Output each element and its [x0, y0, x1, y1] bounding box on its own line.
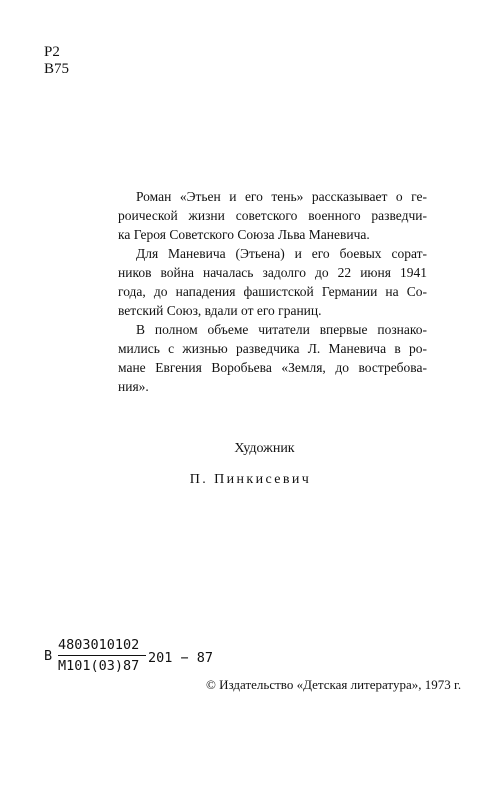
annotation-line: мане Евгения Воробьева «Земля, до востребова- — [118, 360, 427, 375]
artist-label-text: Художник — [234, 441, 295, 456]
annotation-line: ников война началась задолго до 22 июня 1941 — [118, 265, 427, 280]
annotation-line: Для Маневича (Этьена) и его боевых сорат- — [136, 246, 427, 261]
copyright-notice: © Издательство «Детская литература», 1973 г. — [206, 677, 462, 692]
annotation-line: роической жизни советского военного разведчи- — [118, 208, 427, 223]
fraction-bar — [58, 655, 146, 656]
annotation-line: мились с жизнью разведчика Л. Маневича в ро- — [118, 341, 427, 356]
artist-label — [0, 441, 501, 457]
udk-code: Р2 — [44, 44, 60, 60]
author-mark: В75 — [44, 61, 70, 77]
index-tail: 201 − 87 — [148, 650, 214, 666]
artist-name: П. Пинкисевич — [189, 472, 312, 487]
annotation-line: ния». — [118, 379, 149, 394]
annotation-text — [118, 187, 427, 396]
annotation-line: В полном объеме читатели впервые познако- — [136, 322, 427, 337]
annotation-line: Роман «Этьен и его тень» рассказывает о ге- — [136, 189, 427, 204]
annotation-line: года, до нападения фашистской Германии на Со- — [118, 284, 427, 299]
classification-block — [44, 44, 69, 78]
index-letter: В — [44, 648, 53, 664]
annotation-line: ветский Союз, вдали от его границ. — [118, 303, 322, 318]
index-numerator: 4803010102 — [58, 637, 140, 653]
index-denominator: М101(03)87 — [58, 658, 140, 674]
annotation-line: ка Героя Советского Союза Льва Маневича. — [118, 227, 370, 242]
